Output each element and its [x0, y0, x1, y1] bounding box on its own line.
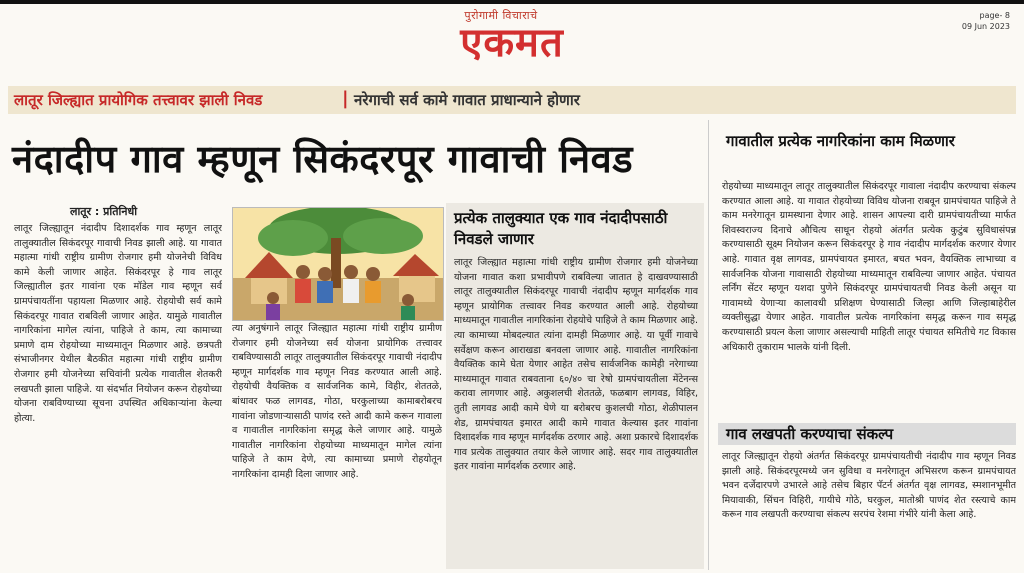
top-rule: [0, 0, 1024, 4]
masthead-logo: एकमत: [460, 20, 564, 66]
article-column-1: लातूर जिल्ह्यातून नंदादीप दिशादर्शक गाव म्हणून लातूर तालुक्यातील सिकंदरपूर गावाची निवड झाली आहे. या गावात महात्मा गांधी राष्ट्रीय ग्रामीण रोजगार हमी योजनेची विविध कामे केली जाणार आहेत. सिकंदरपूर हे गाव लातूर जिल्ह्यातील इतर गावांना एक मॉडेल गाव म्हणून सर्व ग्रामपंचायतींना पहायला मिळणार आहे. रोहयोची सर्व कामे सिकंदरपूर गावात राबविली जाणार आहेत. यामुळे गावातील नागरिकांना मागेल त्यांना, पाहिजे ते काम, त्या कामाच्या प्रमाणे दाम रोहयोच्या माध्यमातून मिळणार आहे. छत्रपती संभाजीनगर येथील बैठकीत महात्मा गांधी राष्ट्रीय ग्रामीण रोजगार हमी योजनेच्या सचिवांनी प्रत्येक गावातील शेतकरी लखपती झाला पाहिजे. या संदर्भात नियोजन करून रोहयोच्या योजना राबविण्याच्या सूचना उपस्थित अधिकाऱ्यांना केल्या होत्या.: [14, 223, 222, 424]
page-info: [962, 10, 1010, 32]
dateline: लातूर : प्रतिनिधी: [70, 205, 138, 218]
page-number: page- 8: [979, 11, 1010, 20]
right-subheadline-top: गावातील प्रत्येक नागरिकांना काम मिळणार: [726, 132, 955, 150]
strap-right: नरेगाची सर्व कामे गावात प्राधान्याने होणार: [354, 91, 580, 109]
article-column-5: लातूर जिल्ह्यातून रोहयो अंतर्गत सिकंदरपूर ग्रामपंचायतीची नंदादीप गाव म्हणून निवड झाली आहे. सिकंदरपूरमध्ये जन सुविधा व मनरेगातून अभिसरण करून ग्रामपंचायत भवन दर्जेदारपणे उभारले आहे तसेच बिहार पॅटर्न अंतर्गत वृक्ष लागवड, स्मशानभूमीत मियावाकी, सिंचन विहिरी, गायीचे गोठे, घरकुल, मातोश्री पाणंद शेत रस्त्याचे काम करून गाव लखपती करण्याचा संकल्प सरपंच रेशमा गंभीरे यांनी केला आहे.: [722, 451, 1016, 521]
article-column-3: लातूर जिल्ह्यात महात्मा गांधी राष्ट्रीय ग्रामीण रोजगार हमी योजनेच्या योजना गावात कशा प्रभावीपणे राबविल्या जातात हे दाखवण्यासाठी लातूर तालुक्यातील सिकंदरपूर गावाची नंदादीप म्हणून मार्गदर्शक गाव म्हणून प्रायोगिक तत्त्वावर निवड करण्यात आली आहे. रोहयोच्या माध्यमातून गावातील नागरिकांना रोहयोचे पाहिजे ते काम मिळणार आहे. त्या कामाच्या मोबदल्यात त्यांना दामही मिळणार आहे. या पूर्वी गावाचे सर्वेक्षण करून आराखडा बनवला जाणार आहे. गावातील नागरिकांना वैयक्तिक कामे घेता येणार आहेत तसेच सार्वजनिक कामेही नरेगाच्या माध्यमातून गावात राबवताना ६०/४० चा रेषो ग्रामपंचायतीला मेंटेनन्स करावा लागणार आहे. अकुशलची शेततळे, फळबाग लागवड, विहिर, तुती लागवड आदी कामे घेणे या बरोबरच कुशलची गोठा, शेळीपालन शेड, ग्रामपंचायत इमारत आदी कामे गावात केल्यास इतर गावांना दिशादर्शक गाव म्हणून मार्गदर्शक ठरणार आहे. अशा प्रकारचे दिशादर्शक गाव प्रत्येक तालुक्यात तयार केले जाणार आहे. सदर गाव तालुक्यातील इतर गावांना मार्गदर्शक ठरणार आहे.: [454, 257, 698, 473]
article-column-2: त्या अनुषंगाने लातूर जिल्ह्यात महात्मा गांधी राष्ट्रीय ग्रामीण रोजगार हमी योजनेच्या सर्व योजना प्रायोगिक तत्त्वावर राबविण्यासाठी लातूर तालुक्यातील सिकंदरपूर गावाची नंदादीप म्हणून मार्गदर्शक गाव म्हणून निवड करण्यात आली आहे. रोहयोची वैयक्तिक व सार्वजनिक कामे, विहीर, शेततळे, बांधावर फळ लागवड, गोठा, घरकुलाच्या कामाबरोबरच गावांना जोडणाऱ्यासाठी पाणंद रस्ते आदी कामे करून गावाला व गावातील नागरिकांना समृद्ध केले जाणार आहे. यामुळे गावातील नागरिकांना रोहयोच्या माध्यमातून मागेल त्यांना पाहिजे ते काम देणे, त्या कामाच्या प्रमाणे रोहयोतून नागरिकांना दामही दिला जाणार आहे.: [232, 323, 442, 480]
illustration-image: [232, 207, 444, 321]
column-divider: [708, 120, 709, 570]
box-subheadline: प्रत्येक तालुक्यात एक गाव नंदादीपसाठी निवडले जाणार: [454, 209, 668, 248]
masthead-kicker: पुरोगामी विचाराचे: [464, 9, 538, 22]
main-headline: नंदादीप गाव म्हणून सिकंदरपूर गावाची निवड: [12, 137, 634, 181]
right-subheadline-bottom: गाव लखपती करण्याचा संकल्प: [726, 425, 894, 443]
strap-left: लातूर जिल्ह्यात प्रायोगिक तत्त्वावर झाली निवड: [14, 91, 263, 109]
page-date: 09 Jun 2023: [961, 22, 1010, 31]
article-column-4: रोहयोच्या माध्यमातून लातूर तालुक्यातील सिकंदरपूर गावाला नंदादीप करण्याचा संकल्प करण्यात आला आहे. या गावात रोहयोच्या विविध योजना राबवून ग्रामपंचायत पाहिजे ते काम मनरेगातून ग्रामस्थाना देणार आहे. शासन आपल्या दारी ग्रामपंचायतीच्या मार्फत शिवस्वराज्य दिनाचे औचित्य साधून रोहयो अंतर्गत प्रत्येक कुटुंब सुविधासंपन्न करण्यासाठी सूक्ष्म नियोजन करून सिकंदरपूर हे गाव नंदादीप मार्गदर्शक करणार येणार आहे. गावात वृक्ष लागवड, ग्रामपंचायत इमारत, बचत भवन, वैयक्तिक लाभाच्या व सार्वजनिक योजना गावासाठी रोहयोच्या माध्यमातून राबविल्या जाणार आहेत. पंचायत लर्निंग सेंटर म्हणून यशदा पुणेने सिकंदरपूर ग्रामपंचायतची निवड केली असून या गावामध्ये येणाऱ्या कालावधी प्रशिक्षण घेण्यासाठी जिल्हा आणि जिल्हाबाहेरील व्यक्तीसुद्धा येणार आहेत. गावातील प्रत्येक नागरिकांना समृद्ध करून गाव समृद्ध करण्यासाठी प्रयत्न केला जाणार असल्याची माहिती लातूर पंचायत समितीचे गट विकास अधिकारी तुकाराम भालके यांनी दिली.: [722, 181, 1016, 353]
village-illustration: [233, 208, 443, 320]
strap-separator: |: [342, 88, 349, 109]
